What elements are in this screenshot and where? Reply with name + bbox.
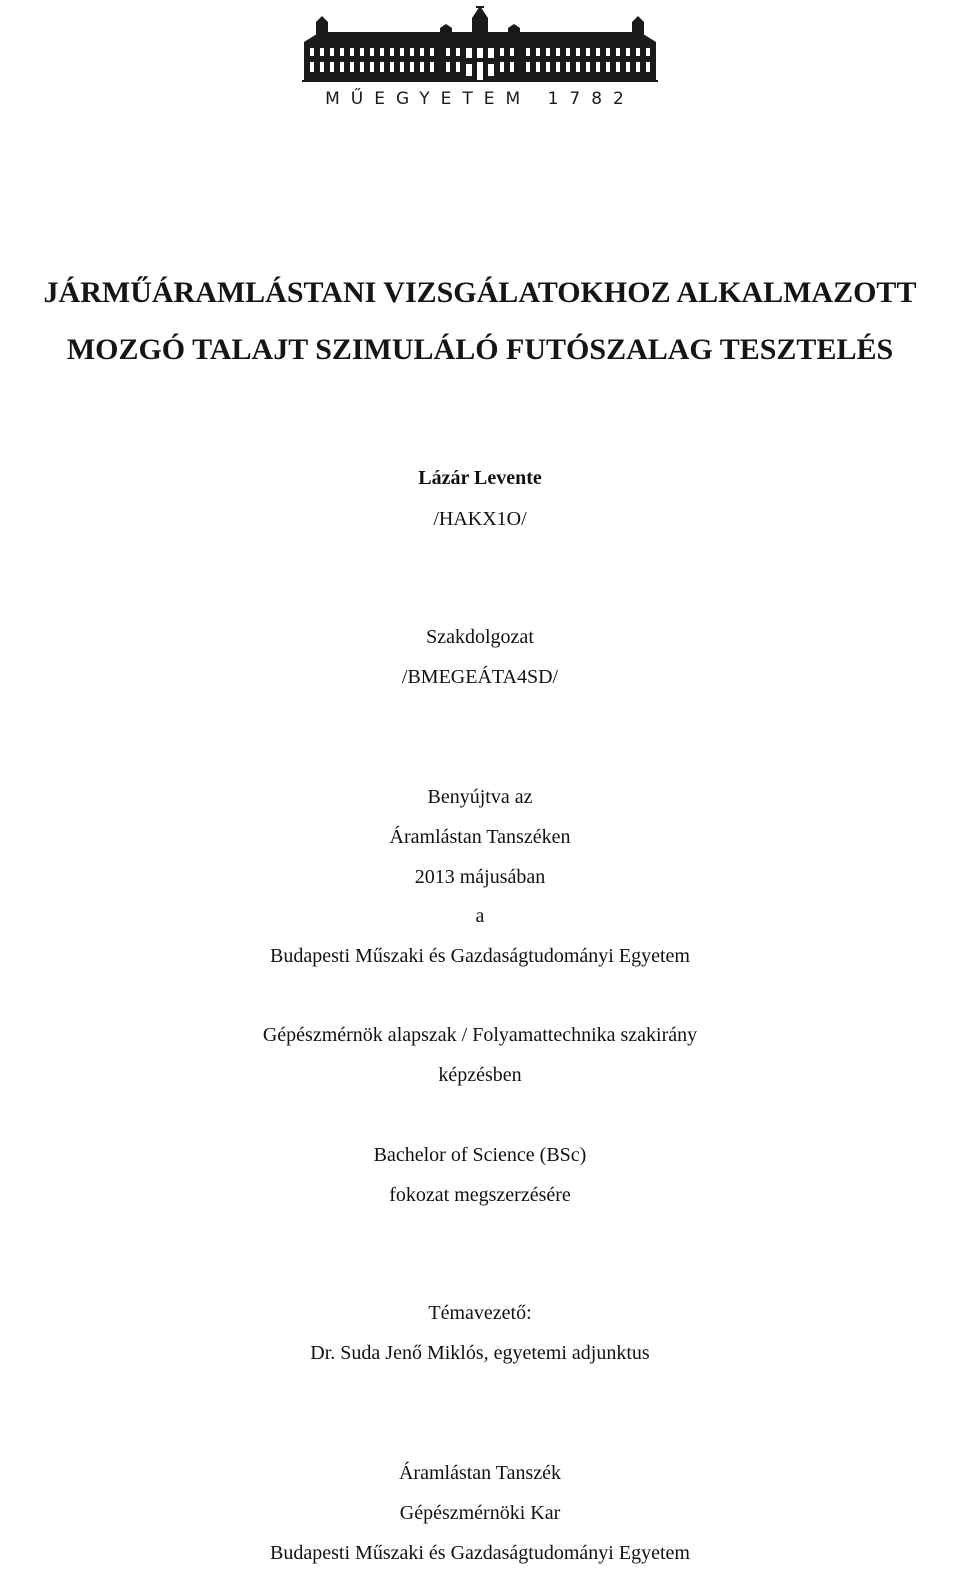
program-line-1: Gépészmérnök alapszak / Folyamattechnika szakirány: [262, 1024, 698, 1046]
institution-university: Budapesti Műszaki és Gazdaságtudományi Egyetem: [270, 1542, 690, 1564]
author-code: /HAKX1O/: [433, 508, 527, 530]
author-name: Lázár Levente: [418, 467, 542, 489]
supervisor-label: Témavezető:: [428, 1302, 532, 1324]
thesis-title-line-1: JÁRMŰÁRAMLÁSTANI VIZSGÁLATOKHOZ ALKALMAZOTT: [43, 276, 917, 309]
submission-line-1: Benyújtva az: [427, 786, 533, 808]
supervisor-name: Dr. Suda Jenő Miklós, egyetemi adjunktus: [310, 1342, 650, 1364]
submission-department: Áramlástan Tanszéken: [389, 826, 571, 848]
submission-date: 2013 májusában: [414, 866, 546, 888]
degree-line-2: fokozat megszerzésére: [389, 1184, 571, 1206]
thesis-type: Szakdolgozat: [426, 626, 534, 648]
thesis-code: /BMEGEÁTA4SD/: [401, 666, 559, 688]
submission-university: Budapesti Műszaki és Gazdaságtudományi Egyetem: [270, 945, 690, 967]
thesis-title-line-2: MOZGÓ TALAJT SZIMULÁLÓ FUTÓSZALAG TESZTELÉS: [66, 333, 894, 366]
program-line-2: képzésben: [438, 1064, 522, 1086]
institution-department: Áramlástan Tanszék: [398, 1462, 562, 1484]
degree-line-1: Bachelor of Science (BSc): [373, 1144, 587, 1166]
institution-faculty: Gépészmérnöki Kar: [399, 1502, 561, 1524]
submission-line-4: a: [475, 905, 485, 927]
university-logo: [300, 4, 660, 110]
university-building-icon: [300, 4, 660, 110]
logo-wordmark: MŰEGYETEM 1782: [325, 89, 635, 109]
